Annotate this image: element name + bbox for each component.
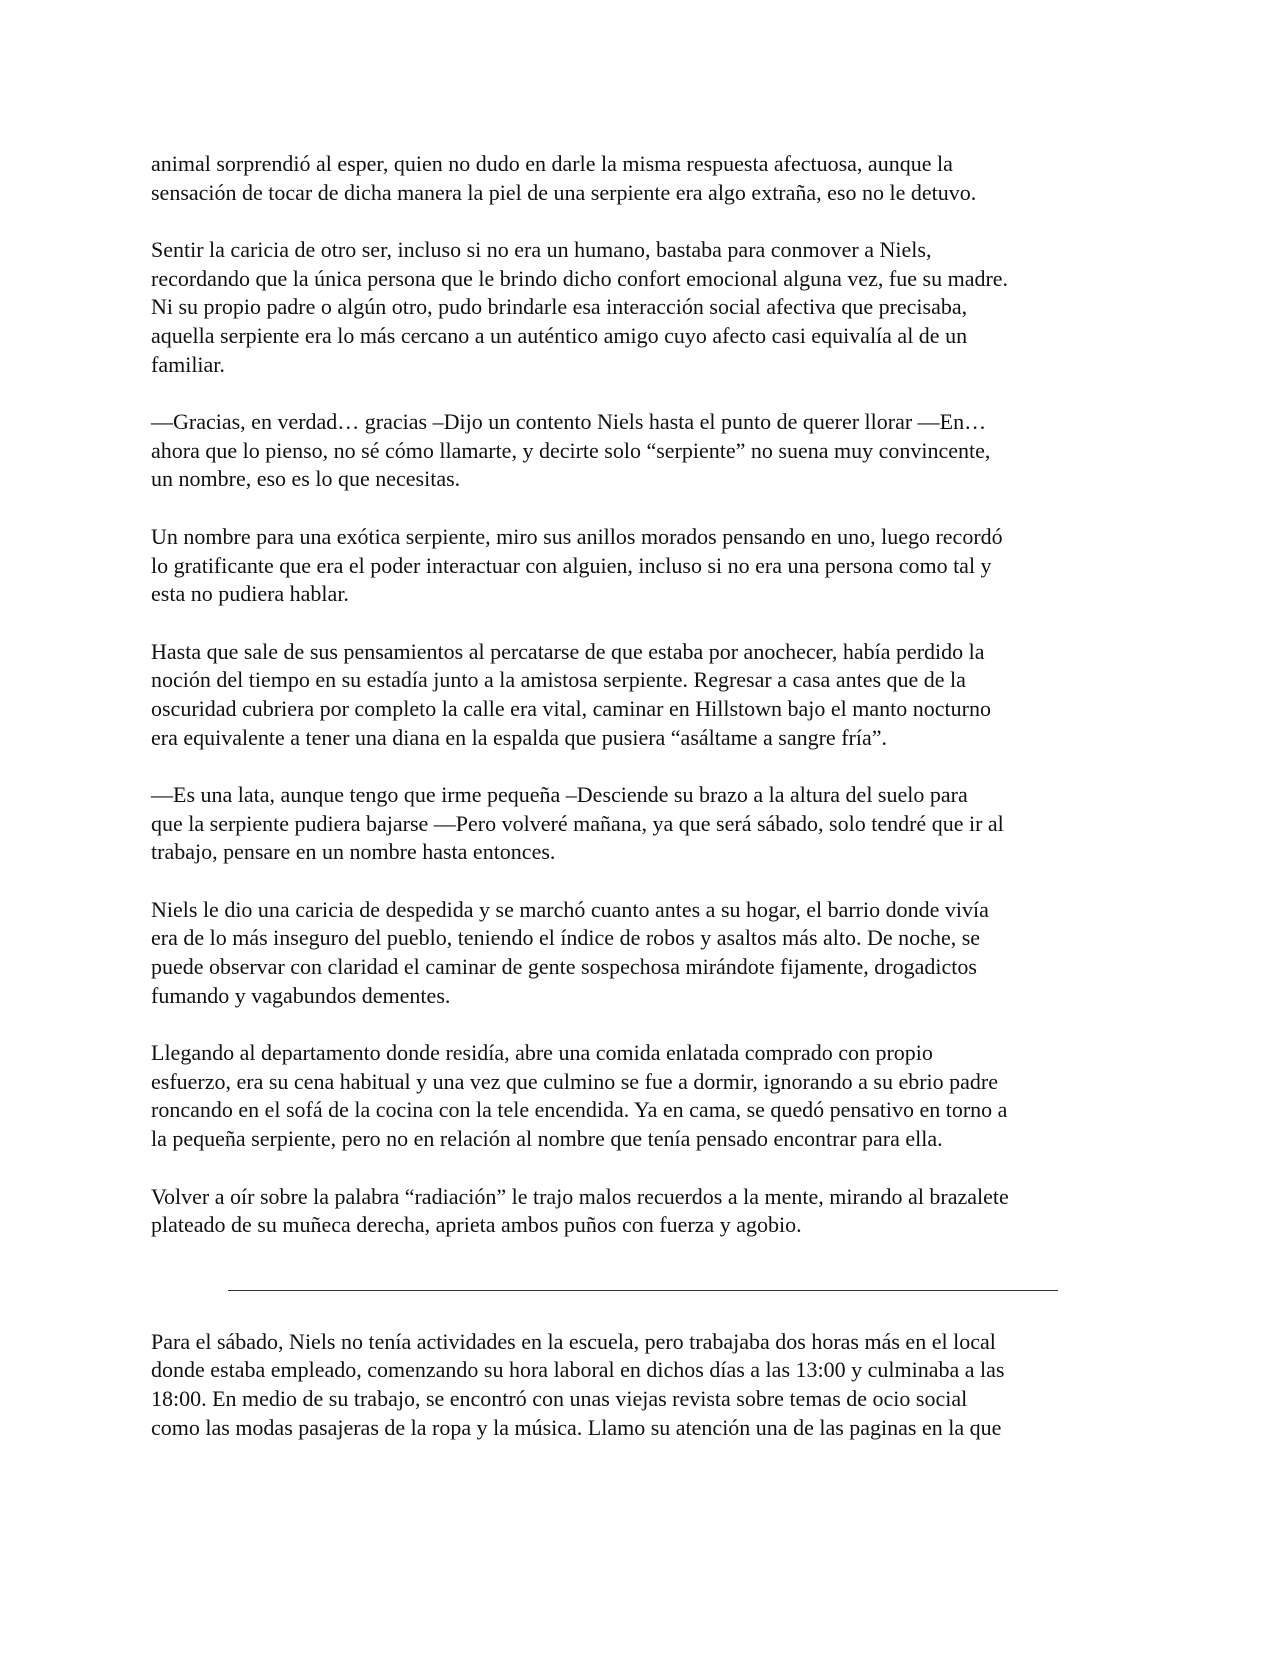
paragraph <box>151 523 1136 609</box>
text-line: como las modas pasajeras de la ropa y la música. Llamo su atención una de las paginas en la que <box>151 1414 1002 1440</box>
text-line: lo gratificante que era el poder interactuar con alguien, incluso si no era una persona como tal y <box>151 552 992 578</box>
text-line: roncando en el sofá de la cocina con la tele encendida. Ya en cama, se quedó pensativo en torno a <box>151 1097 1008 1123</box>
text-line: recordando que la única persona que le brindo dicho confort emocional alguna vez, fue su madre. <box>151 265 1009 291</box>
text-line: la pequeña serpiente, pero no en relación al nombre que tenía pensado encontrar para ella. <box>151 1126 943 1152</box>
text-line: Para el sábado, Niels no tenía actividades en la escuela, pero trabajaba dos horas más en el local <box>151 1328 996 1354</box>
text-line: puede observar con claridad el caminar de gente sospechosa mirándote fijamente, drogadictos <box>151 954 977 980</box>
text-line: aquella serpiente era lo más cercano a un auténtico amigo cuyo afecto casi equivalía al de un <box>151 322 968 348</box>
section-divider <box>228 1290 1058 1291</box>
paragraph <box>151 896 1136 1010</box>
text-line: donde estaba empleado, comenzando su hora laboral en dichos días a las 13:00 y culminaba a las <box>151 1357 1005 1383</box>
text-line: que la serpiente pudiera bajarse —Pero volveré mañana, ya que será sábado, solo tendré que ir al <box>151 810 1004 836</box>
text-line: Niels le dio una caricia de despedida y se marchó cuanto antes a su hogar, el barrio donde vivía <box>151 896 989 922</box>
text-line: era equivalente a tener una diana en la espalda que pusiera “asáltame a sangre fría”. <box>151 724 887 750</box>
text-line: noción del tiempo en su estadía junto a la amistosa serpiente. Regresar a casa antes que de la <box>151 667 966 693</box>
text-line: —Gracias, en verdad… gracias –Dijo un contento Niels hasta el punto de querer llorar —En… <box>151 409 987 435</box>
text-line: Hasta que sale de sus pensamientos al percatarse de que estaba por anochecer, había perdido la <box>151 638 985 664</box>
paragraph <box>151 1328 1136 1442</box>
text-line: —Es una lata, aunque tengo que irme pequeña –Desciende su brazo a la altura del suelo para <box>151 782 968 808</box>
text-line: Llegando al departamento donde residía, abre una comida enlatada comprado con propio <box>151 1040 933 1066</box>
paragraph <box>151 150 1136 207</box>
text-line: Sentir la caricia de otro ser, incluso si no era un humano, bastaba para conmover a Niels, <box>151 237 932 263</box>
document-page <box>151 150 1136 1471</box>
text-line: plateado de su muñeca derecha, aprieta ambos puños con fuerza y agobio. <box>151 1212 802 1238</box>
paragraph <box>151 638 1136 752</box>
text-line: familiar. <box>151 351 225 377</box>
text-line: un nombre, eso es lo que necesitas. <box>151 466 461 492</box>
text-line: Un nombre para una exótica serpiente, miro sus anillos morados pensando en uno, luego recordó <box>151 523 1003 549</box>
paragraph <box>151 236 1136 379</box>
text-line: sensación de tocar de dicha manera la piel de una serpiente era algo extraña, eso no le detuvo. <box>151 179 977 205</box>
text-line: esfuerzo, era su cena habitual y una vez que culmino se fue a dormir, ignorando a su ebrio padre <box>151 1068 999 1094</box>
text-line: ahora que lo pienso, no sé cómo llamarte, y decirte solo “serpiente” no suena muy convincente, <box>151 437 991 463</box>
text-line: era de lo más inseguro del pueblo, teniendo el índice de robos y asaltos más alto. De noche, se <box>151 925 981 951</box>
document-body <box>151 150 1136 1240</box>
paragraph <box>151 781 1136 867</box>
text-line: animal sorprendió al esper, quien no dudo en darle la misma respuesta afectuosa, aunque la <box>151 151 953 176</box>
text-line: oscuridad cubriera por completo la calle era vital, caminar en Hillstown bajo el manto nocturno <box>151 695 991 721</box>
text-line: 18:00. En medio de su trabajo, se encontró con unas viejas revista sobre temas de ocio social <box>151 1386 968 1411</box>
text-line: Volver a oír sobre la palabra “radiación” le trajo malos recuerdos a la mente, mirando al brazalete <box>151 1183 1009 1209</box>
text-line: Ni su propio padre o algún otro, pudo brindarle esa interacción social afectiva que precisaba, <box>151 294 968 320</box>
paragraph <box>151 1039 1136 1153</box>
document-continuation <box>151 1328 1136 1442</box>
paragraph <box>151 1183 1136 1240</box>
text-line: trabajo, pensare en un nombre hasta entonces. <box>151 839 556 865</box>
text-line: esta no pudiera hablar. <box>151 581 349 607</box>
paragraph <box>151 408 1136 494</box>
text-line: fumando y vagabundos dementes. <box>151 982 451 1008</box>
